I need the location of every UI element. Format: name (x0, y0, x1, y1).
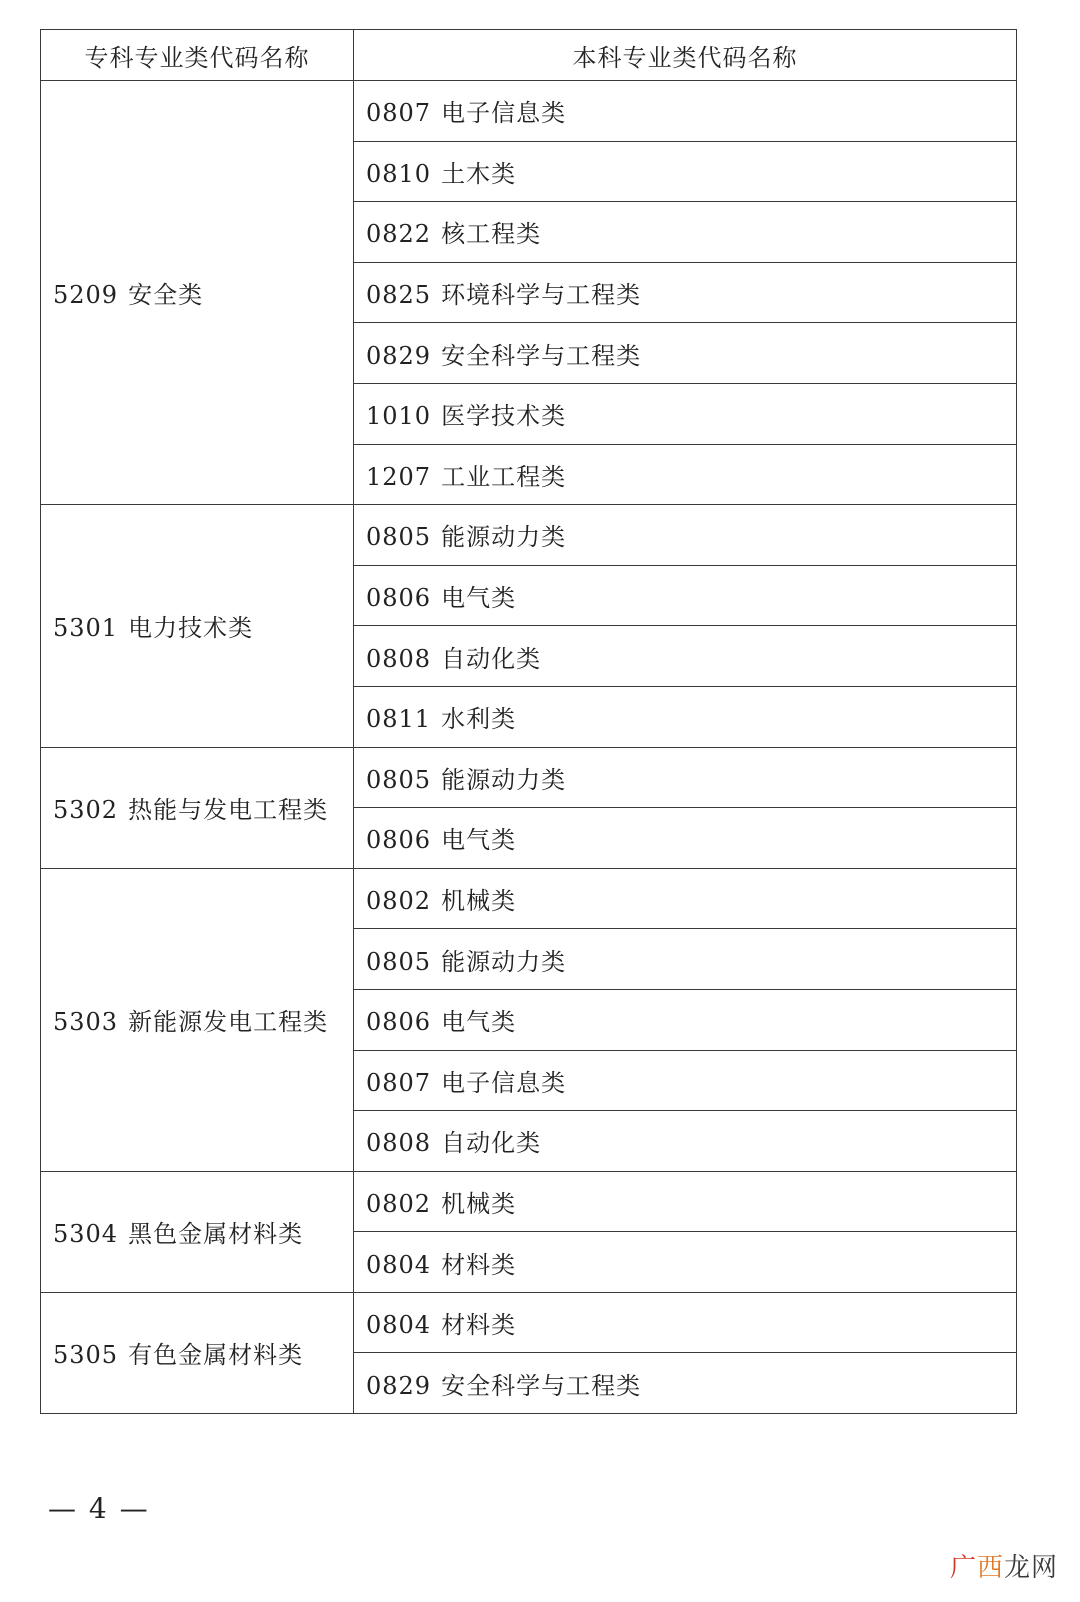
benke-category-cell (354, 1353, 1017, 1414)
benke-category-cell (354, 1111, 1017, 1172)
benke-name: 核工程类 (441, 220, 542, 249)
zhuanke-code: 5302 (53, 796, 119, 825)
benke-code: 0804 (366, 1250, 432, 1279)
table-row (41, 1292, 1017, 1353)
benke-name: 电子信息类 (441, 1068, 567, 1097)
benke-name: 材料类 (441, 1311, 517, 1340)
benke-category-cell (354, 444, 1017, 505)
benke-code: 0822 (366, 220, 432, 249)
benke-code: 0829 (366, 341, 432, 370)
benke-code: 0805 (366, 765, 432, 794)
table-row (41, 868, 1017, 929)
zhuanke-category-cell (41, 1292, 354, 1413)
zhuanke-code: 5304 (53, 1220, 119, 1249)
watermark-part-c: 龙网 (1003, 1553, 1058, 1583)
zhuanke-code: 5303 (53, 1008, 119, 1037)
benke-category-cell (354, 808, 1017, 869)
zhuanke-category-cell (41, 747, 354, 868)
benke-code: 0807 (366, 99, 432, 128)
benke-code: 0806 (366, 584, 432, 613)
benke-category-cell (354, 81, 1017, 142)
benke-name: 土木类 (441, 159, 517, 188)
zhuanke-name: 新能源发电工程类 (128, 1008, 329, 1037)
benke-code: 0805 (366, 947, 432, 976)
zhuanke-name: 有色金属材料类 (128, 1341, 304, 1370)
benke-code: 0802 (366, 887, 432, 916)
benke-name: 能源动力类 (441, 947, 567, 976)
benke-name: 机械类 (441, 1189, 517, 1218)
benke-category-cell (354, 202, 1017, 263)
benke-category-cell (354, 626, 1017, 687)
zhuanke-code: 5209 (53, 281, 119, 310)
page-number: — 4 — (48, 1492, 150, 1525)
zhuanke-name: 热能与发电工程类 (128, 796, 329, 825)
benke-code: 0806 (366, 826, 432, 855)
benke-category-cell (354, 505, 1017, 566)
benke-code: 0808 (366, 644, 432, 673)
benke-name: 能源动力类 (441, 765, 567, 794)
benke-category-cell (354, 747, 1017, 808)
benke-category-cell (354, 929, 1017, 990)
table-row (41, 747, 1017, 808)
table-row (41, 505, 1017, 566)
benke-code: 1010 (366, 402, 432, 431)
benke-code: 1207 (366, 462, 432, 491)
zhuanke-code: 5301 (53, 614, 119, 643)
benke-category-cell (354, 686, 1017, 747)
table-row (41, 81, 1017, 142)
zhuanke-name: 安全类 (128, 281, 204, 310)
zhuanke-code: 5305 (53, 1341, 119, 1370)
benke-name: 电气类 (441, 584, 517, 613)
benke-category-cell (354, 1050, 1017, 1111)
benke-name: 安全科学与工程类 (441, 341, 642, 370)
zhuanke-category-cell (41, 1171, 354, 1292)
benke-code: 0825 (366, 281, 432, 310)
zhuanke-category-cell (41, 868, 354, 1171)
benke-name: 电气类 (441, 1008, 517, 1037)
benke-code: 0829 (366, 1371, 432, 1400)
header-benke: 本科专业类代码名称 (354, 30, 1017, 81)
site-watermark (950, 1547, 1058, 1584)
benke-name: 材料类 (441, 1250, 517, 1279)
benke-code: 0804 (366, 1311, 432, 1340)
benke-code: 0808 (366, 1129, 432, 1158)
benke-name: 医学技术类 (441, 402, 567, 431)
benke-category-cell (354, 565, 1017, 626)
benke-name: 电气类 (441, 826, 517, 855)
benke-code: 0805 (366, 523, 432, 552)
benke-name: 工业工程类 (441, 462, 567, 491)
benke-category-cell (354, 1171, 1017, 1232)
benke-code: 0810 (366, 159, 432, 188)
watermark-part-b: 西 (976, 1553, 1004, 1583)
benke-name: 安全科学与工程类 (441, 1371, 642, 1400)
benke-name: 环境科学与工程类 (441, 281, 642, 310)
benke-category-cell (354, 1232, 1017, 1293)
benke-name: 电子信息类 (441, 99, 567, 128)
watermark-part-a: 广 (949, 1553, 977, 1583)
major-mapping-table (40, 29, 1017, 1414)
table-header-row (41, 30, 1017, 81)
zhuanke-name: 电力技术类 (128, 614, 254, 643)
benke-code: 0806 (366, 1008, 432, 1037)
benke-category-cell (354, 868, 1017, 929)
benke-category-cell (354, 141, 1017, 202)
benke-category-cell (354, 323, 1017, 384)
zhuanke-category-cell (41, 505, 354, 747)
benke-category-cell (354, 383, 1017, 444)
benke-name: 机械类 (441, 887, 517, 916)
table-row (41, 1171, 1017, 1232)
benke-name: 自动化类 (441, 1129, 542, 1158)
benke-code: 0811 (366, 705, 432, 734)
benke-code: 0802 (366, 1189, 432, 1218)
header-zhuanke: 专科专业类代码名称 (41, 30, 354, 81)
benke-category-cell (354, 1292, 1017, 1353)
benke-name: 水利类 (441, 705, 517, 734)
zhuanke-name: 黑色金属材料类 (128, 1220, 304, 1249)
table-body (41, 81, 1017, 1414)
benke-category-cell (354, 262, 1017, 323)
benke-category-cell (354, 989, 1017, 1050)
benke-name: 自动化类 (441, 644, 542, 673)
zhuanke-category-cell (41, 81, 354, 505)
benke-name: 能源动力类 (441, 523, 567, 552)
benke-code: 0807 (366, 1068, 432, 1097)
